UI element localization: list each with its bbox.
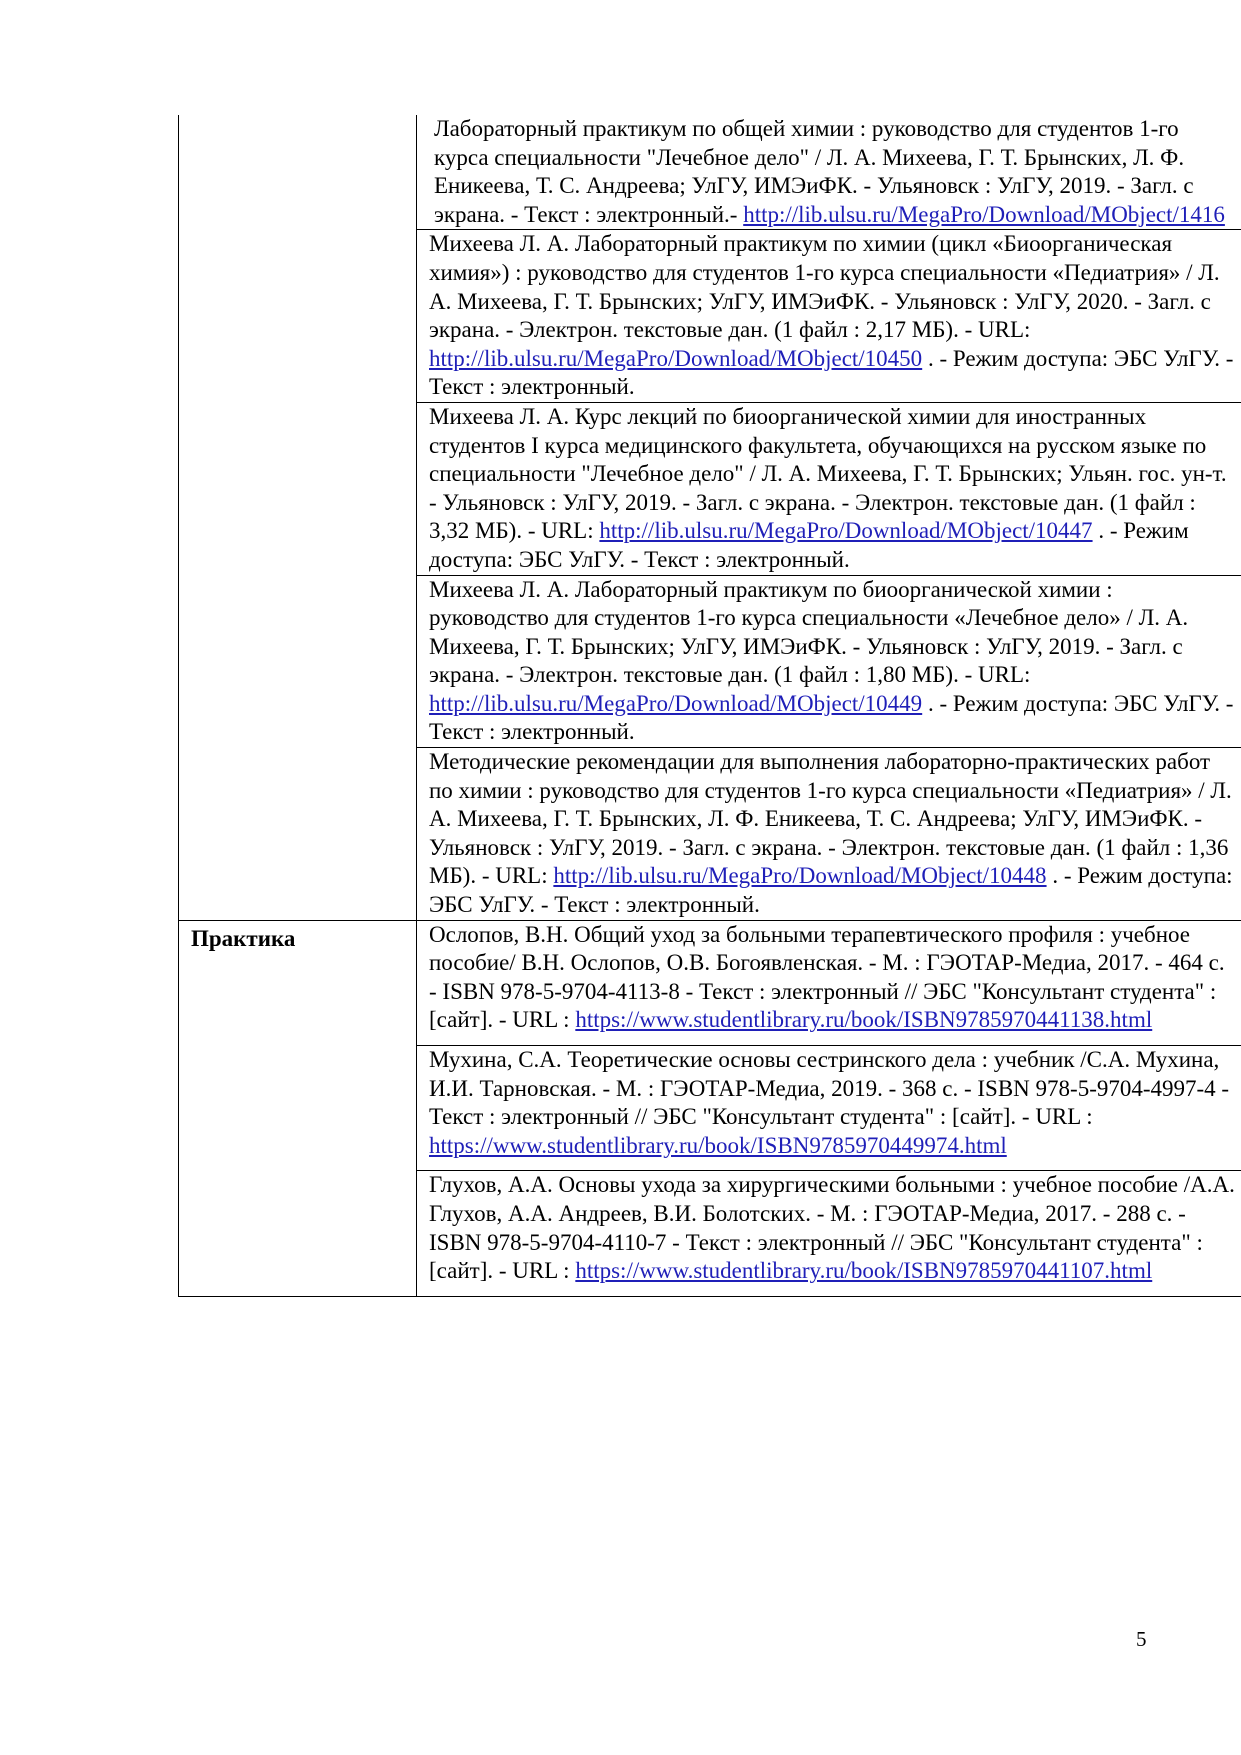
section-label-practice: Практика: [179, 920, 417, 1296]
reference-link[interactable]: https://www.studentlibrary.ru/book/ISBN9785970441107.html: [575, 1258, 1153, 1284]
reference-text: Глухов, А.А. Основы ухода за хирургическими больными : учебное пособие /А.А. Глухов, А.А. Андреев, В.И. Болотских. - М. : ГЭОТАР-Медиа, 2017. - 288 с. - ISBN 978-5-9704-4110-7 - Текст : электронный // ЭБС "Консультант студента" : [сайт]. - URL :: [429, 1172, 1235, 1284]
reference-text: Михеева Л. А. Курс лекций по биоорганической химии для иностранных студентов I курса медицинского факультета, обучающихся на русском языке по специальности "Лечебное дело" / Л. А. Михеева, Г. Т. Брынских; Ульян. гос. ун-т. - Ульяновск : УлГУ, 2019. - Загл. с экрана. - Электрон. текстовые дан. (1 файл : 3,32 МБ). - URL:: [429, 403, 1227, 544]
page-number: 5: [1136, 1627, 1147, 1651]
reference-link[interactable]: http://lib.ulsu.ru/MegaPro/Download/MObject/10447: [599, 518, 1093, 544]
reference-cell: [417, 402, 1241, 575]
reference-suffix: . - Режим доступа: ЭБС УлГУ. - Текст : электронный.: [429, 690, 1234, 745]
reference-text: Михеева Л. А. Лабораторный практикум по биоорганической химии : руководство для студентов 1-го курса специальности «Лечебное дело» / Л. А. Михеева, Г. Т. Брынских; УлГУ, ИМЭиФК. - Ульяновск : УлГУ, 2019. - Загл. с экрана. - Электрон. текстовые дан. (1 файл : 1,80 МБ). - URL:: [429, 576, 1189, 688]
literature-table: [178, 115, 1241, 1297]
reference-cell: [417, 1046, 1241, 1171]
table-row: [179, 920, 1241, 1045]
reference-cell: [417, 575, 1241, 748]
reference-cell: [417, 1171, 1241, 1296]
reference-suffix: . - Режим доступа: ЭБС УлГУ. - Текст : электронный.: [429, 518, 1189, 572]
reference-text: Михеева Л. А. Лабораторный практикум по химии (цикл «Биоорганическая химия») : руководство для студентов 1-го курса специальности «Педиатрия» / Л. А. Михеева, Г. Т. Брынских; УлГУ, ИМЭиФК. - Ульяновск : УлГУ, 2020. - Загл. с экрана. - Электрон. текстовые дан. (1 файл : 2,17 МБ). - URL:: [429, 231, 1220, 343]
table-row: [179, 115, 1241, 230]
reference-cell: [417, 230, 1241, 403]
reference-link[interactable]: http://lib.ulsu.ru/MegaPro/Download/MObject/10449: [429, 690, 923, 716]
reference-link[interactable]: http://lib.ulsu.ru/MegaPro/Download/MObject/10448: [553, 863, 1047, 889]
reference-suffix: . - Режим доступа: ЭБС УлГУ. - Текст : электронный.: [429, 345, 1234, 400]
reference-text: Лабораторный практикум по общей химии : руководство для студентов 1-го курса специальности "Лечебное дело" / Л. А. Михеева, Г. Т. Брынских, Л. Ф. Еникеева, Т. С. Андреева; УлГУ, ИМЭиФК. - Ульяновск : УлГУ, 2019. - Загл. с экрана. - Текст : электронный.-: [434, 116, 1194, 227]
reference-text: Методические рекомендации для выполнения лабораторно-практических работ по химии : руководство для студентов 1-го курса специальности «Педиатрия» / Л. А. Михеева, Г. Т. Брынских, Л. Ф. Еникеева, Т. С. Андреева; УлГУ, ИМЭиФК. - Ульяновск : УлГУ, 2019. - Загл. с экрана. - Электрон. текстовые дан. (1 файл : 1,36 МБ). - URL:: [429, 749, 1232, 889]
section-cell-empty: [179, 115, 417, 920]
reference-link[interactable]: http://lib.ulsu.ru/MegaPro/Download/MObject/1416: [743, 201, 1225, 227]
reference-suffix: . - Режим доступа: ЭБС УлГУ. - Текст : электронный.: [429, 863, 1233, 918]
reference-text: Мухина, С.А. Теоретические основы сестринского дела : учебник /С.А. Мухина, И.И. Тарновская. - М. : ГЭОТАР-Медиа, 2019. - 368 с. - ISBN 978-5-9704-4997-4 - Текст : электронный // ЭБС "Консультант студента" : [сайт]. - URL :: [429, 1047, 1230, 1130]
reference-link[interactable]: https://www.studentlibrary.ru/book/ISBN9785970449974.html: [429, 1132, 1007, 1158]
reference-link[interactable]: http://lib.ulsu.ru/MegaPro/Download/MObject/10450: [429, 345, 923, 371]
reference-link[interactable]: https://www.studentlibrary.ru/book/ISBN9785970441138.html: [575, 1007, 1153, 1033]
reference-cell: [417, 115, 1241, 230]
reference-text: Ослопов, В.Н. Общий уход за больными терапевтического профиля : учебное пособие/ В.Н. Ослопов, О.В. Богоявленская. - М. : ГЭОТАР-Медиа, 2017. - 464 с. - ISBN 978-5-9704-4113-8 - Текст : электронный // ЭБС "Консультант студента" : [сайт]. - URL :: [429, 921, 1225, 1033]
reference-cell: [417, 748, 1241, 921]
reference-cell: [417, 920, 1241, 1045]
